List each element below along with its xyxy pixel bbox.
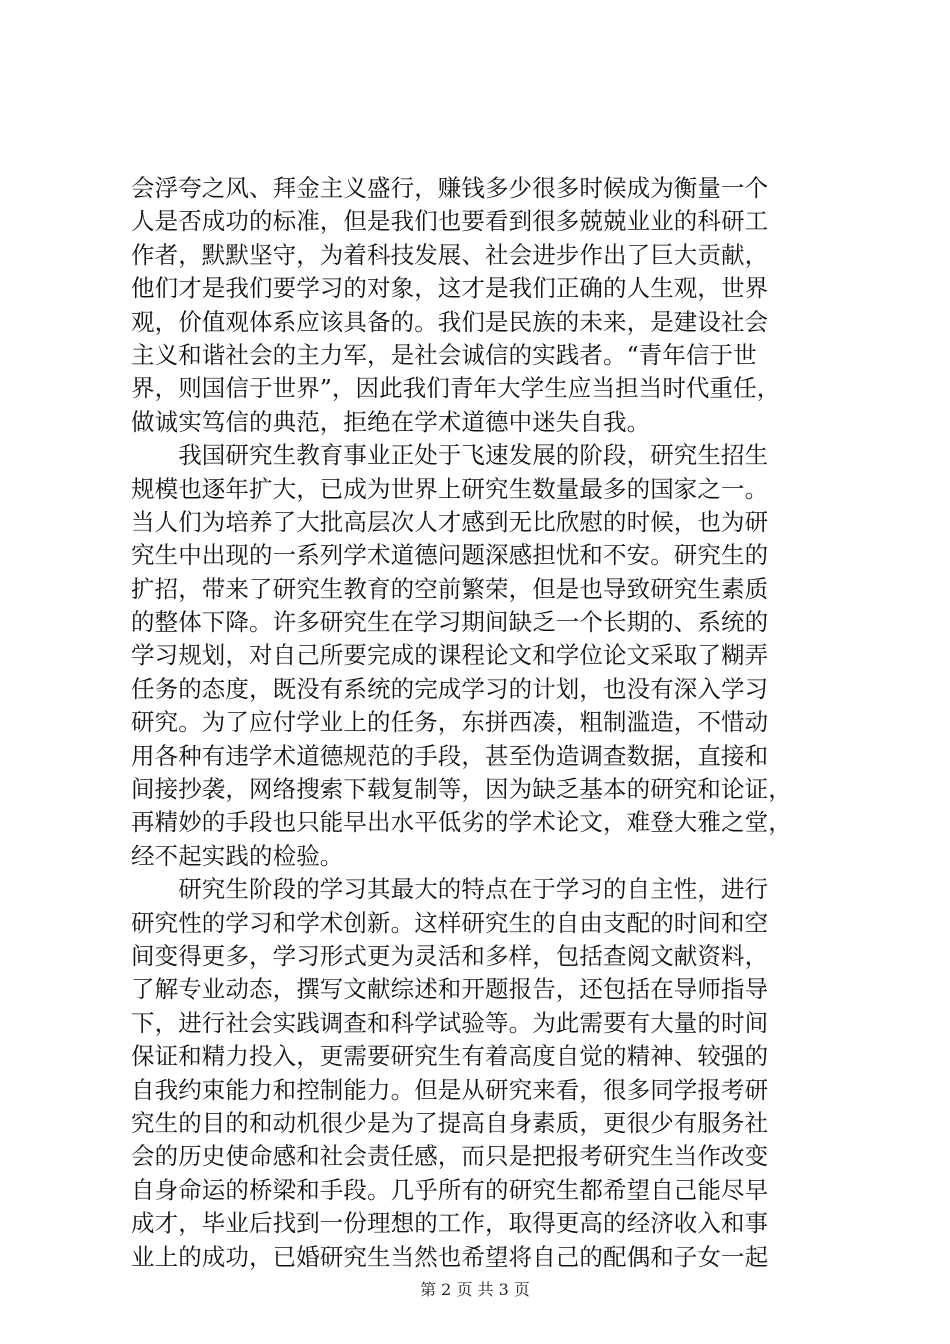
text-line: 保证和精力投入，更需要研究生有着高度自觉的精神、较强的 bbox=[131, 1042, 769, 1071]
text-line: 会浮夸之风、拜金主义盛行，赚钱多少很多时候成为衡量一个 bbox=[131, 174, 769, 202]
text-line: 作者，默默坚守，为着科技发展、社会进步作出了巨大贡献， bbox=[131, 240, 769, 269]
text-line: 做诚实笃信的典范，拒绝在学术道德中迷失自我。 bbox=[131, 407, 651, 436]
text-line: 再精妙的手段也只能早出水平低劣的学术论文，难登大雅之堂， bbox=[131, 808, 792, 837]
text-line: 间接抄袭，网络搜索下载复制等，因为缺乏基本的研究和论证， bbox=[131, 775, 792, 804]
text-line: 间变得更多，学习形式更为灵活和多样，包括查阅文献资料， bbox=[131, 941, 769, 970]
text-line: 当人们为培养了大批高层次人才感到无比欣慰的时候，也为研 bbox=[131, 507, 769, 536]
text-line: 学习规划，对自己所要完成的课程论文和学位论文采取了糊弄 bbox=[131, 641, 769, 670]
body-text bbox=[131, 172, 831, 1274]
text-line: 究生的目的和动机很少是为了提高自身素质，更很少有服务社 bbox=[131, 1108, 769, 1137]
text-line: 的整体下降。许多研究生在学习期间缺乏一个长期的、系统的 bbox=[131, 608, 769, 637]
text-line: 观，价值观体系应该具备的。我们是民族的未来，是建设社会 bbox=[131, 307, 769, 336]
text-line: 会的历史使命感和社会责任感，而只是把报考研究生当作改变 bbox=[131, 1142, 769, 1171]
text-line: 研究生阶段的学习其最大的特点在于学习的自主性，进行 bbox=[131, 875, 769, 904]
text-line: 业上的成功，已婚研究生当然也希望将自己的配偶和子女一起 bbox=[131, 1242, 769, 1271]
text-line: 规模也逐年扩大，已成为世界上研究生数量最多的国家之一。 bbox=[131, 474, 769, 503]
text-line: 究生中出现的一系列学术道德问题深感担忧和不安。研究生的 bbox=[131, 541, 769, 570]
text-line: 下，进行社会实践调查和科学试验等。为此需要有大量的时间 bbox=[131, 1008, 769, 1037]
text-line: 扩招，带来了研究生教育的空前繁荣，但是也导致研究生素质 bbox=[131, 574, 769, 603]
text-line: 我国研究生教育事业正处于飞速发展的阶段，研究生招生 bbox=[131, 441, 769, 470]
text-line: 研究性的学习和学术创新。这样研究生的自由支配的时间和空 bbox=[131, 908, 769, 937]
text-line: 经不起实践的检验。 bbox=[131, 841, 344, 870]
text-line: 用各种有违学术道德规范的手段，甚至伪造调查数据，直接和 bbox=[131, 741, 769, 770]
text-line: 研究。为了应付学业上的任务，东拼西凑，粗制滥造，不惜动 bbox=[131, 708, 769, 737]
text-line: 任务的态度，既没有系统的完成学习的计划，也没有深入学习 bbox=[131, 674, 769, 703]
page-footer: 第 2 页 共 3 页 bbox=[420, 1280, 530, 1299]
text-line: 人是否成功的标准，但是我们也要看到很多兢兢业业的科研工 bbox=[131, 207, 769, 236]
text-line: 成才，毕业后找到一份理想的工作，取得更高的经济收入和事 bbox=[131, 1209, 769, 1238]
text-line: 自身命运的桥梁和手段。几乎所有的研究生都希望自己能尽早 bbox=[131, 1175, 769, 1204]
text-line: 了解专业动态，撰写文献综述和开题报告，还包括在导师指导 bbox=[131, 975, 769, 1004]
text-line: 界，则国信于世界”，因此我们青年大学生应当担当时代重任， bbox=[131, 374, 781, 403]
text-line: 他们才是我们要学习的对象，这才是我们正确的人生观，世界 bbox=[131, 274, 769, 303]
text-line: 主义和谐社会的主力军，是社会诚信的实践者。“青年信于世 bbox=[131, 340, 757, 369]
text-line: 自我约束能力和控制能力。但是从研究来看，很多同学报考研 bbox=[131, 1075, 769, 1104]
